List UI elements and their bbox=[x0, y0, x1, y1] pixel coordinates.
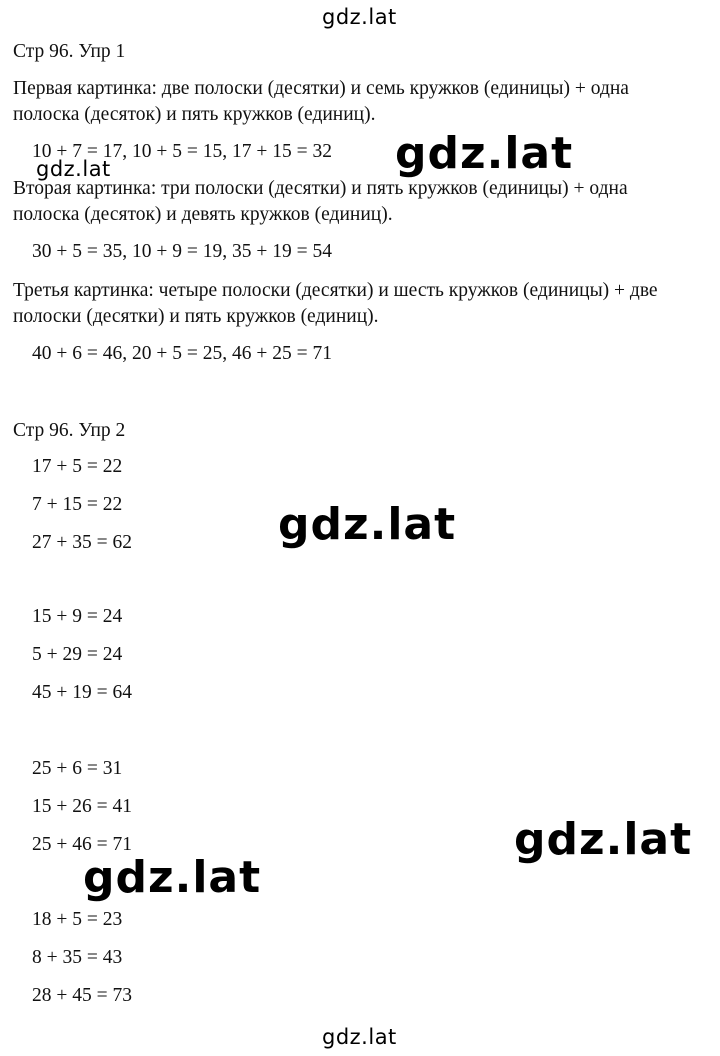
group4-equation-3: 28 + 45 = 73 bbox=[32, 985, 132, 1006]
watermark-small-1: gdz.lat bbox=[36, 157, 111, 181]
picture1-text-line2: полоска (десяток) и пять кружков (единиц). bbox=[13, 104, 376, 125]
group2-equation-2: 5 + 29 = 24 bbox=[32, 644, 123, 665]
watermark-large-4: gdz.lat bbox=[79, 856, 265, 900]
picture2-text-line2: полоска (десяток) и девять кружков (единиц). bbox=[13, 204, 393, 225]
section2-heading: Стр 96. Упр 2 bbox=[13, 420, 126, 441]
group1-equation-2: 7 + 15 = 22 bbox=[32, 494, 123, 515]
group1-equation-3: 27 + 35 = 62 bbox=[32, 532, 132, 553]
watermark-bottom: gdz.lat bbox=[322, 1025, 397, 1049]
section1-heading: Стр 96. Упр 1 bbox=[13, 41, 126, 62]
picture1-equation: 10 + 7 = 17, 10 + 5 = 15, 17 + 15 = 32 bbox=[32, 141, 332, 162]
group4-equation-1: 18 + 5 = 23 bbox=[32, 909, 123, 930]
picture3-text-line1: Третья картинка: четыре полоски (десятки) и шесть кружков (единицы) + две bbox=[13, 280, 658, 301]
group3-equation-2: 15 + 26 = 41 bbox=[32, 796, 132, 817]
group3-equation-1: 25 + 6 = 31 bbox=[32, 758, 123, 779]
picture3-equation: 40 + 6 = 46, 20 + 5 = 25, 46 + 25 = 71 bbox=[32, 343, 332, 364]
picture3-text-line2: полоски (десятки) и пять кружков (единиц). bbox=[13, 306, 379, 327]
watermark-large-3: gdz.lat bbox=[514, 814, 693, 865]
watermark-large-2: gdz.lat bbox=[278, 499, 457, 550]
group2-equation-3: 45 + 19 = 64 bbox=[32, 682, 132, 703]
group2-equation-1: 15 + 9 = 24 bbox=[32, 606, 123, 627]
picture2-equation: 30 + 5 = 35, 10 + 9 = 19, 35 + 19 = 54 bbox=[32, 241, 332, 262]
group3-equation-3: 25 + 46 = 71 bbox=[32, 834, 132, 855]
group4-equation-2: 8 + 35 = 43 bbox=[32, 947, 123, 968]
watermark-top: gdz.lat bbox=[322, 5, 397, 29]
picture2-text-line1: Вторая картинка: три полоски (десятки) и пять кружков (единицы) + одна bbox=[13, 178, 628, 199]
watermark-large-1: gdz.lat bbox=[395, 128, 574, 179]
picture1-text-line1: Первая картинка: две полоски (десятки) и семь кружков (единицы) + одна bbox=[13, 78, 629, 99]
group1-equation-1: 17 + 5 = 22 bbox=[32, 456, 123, 477]
